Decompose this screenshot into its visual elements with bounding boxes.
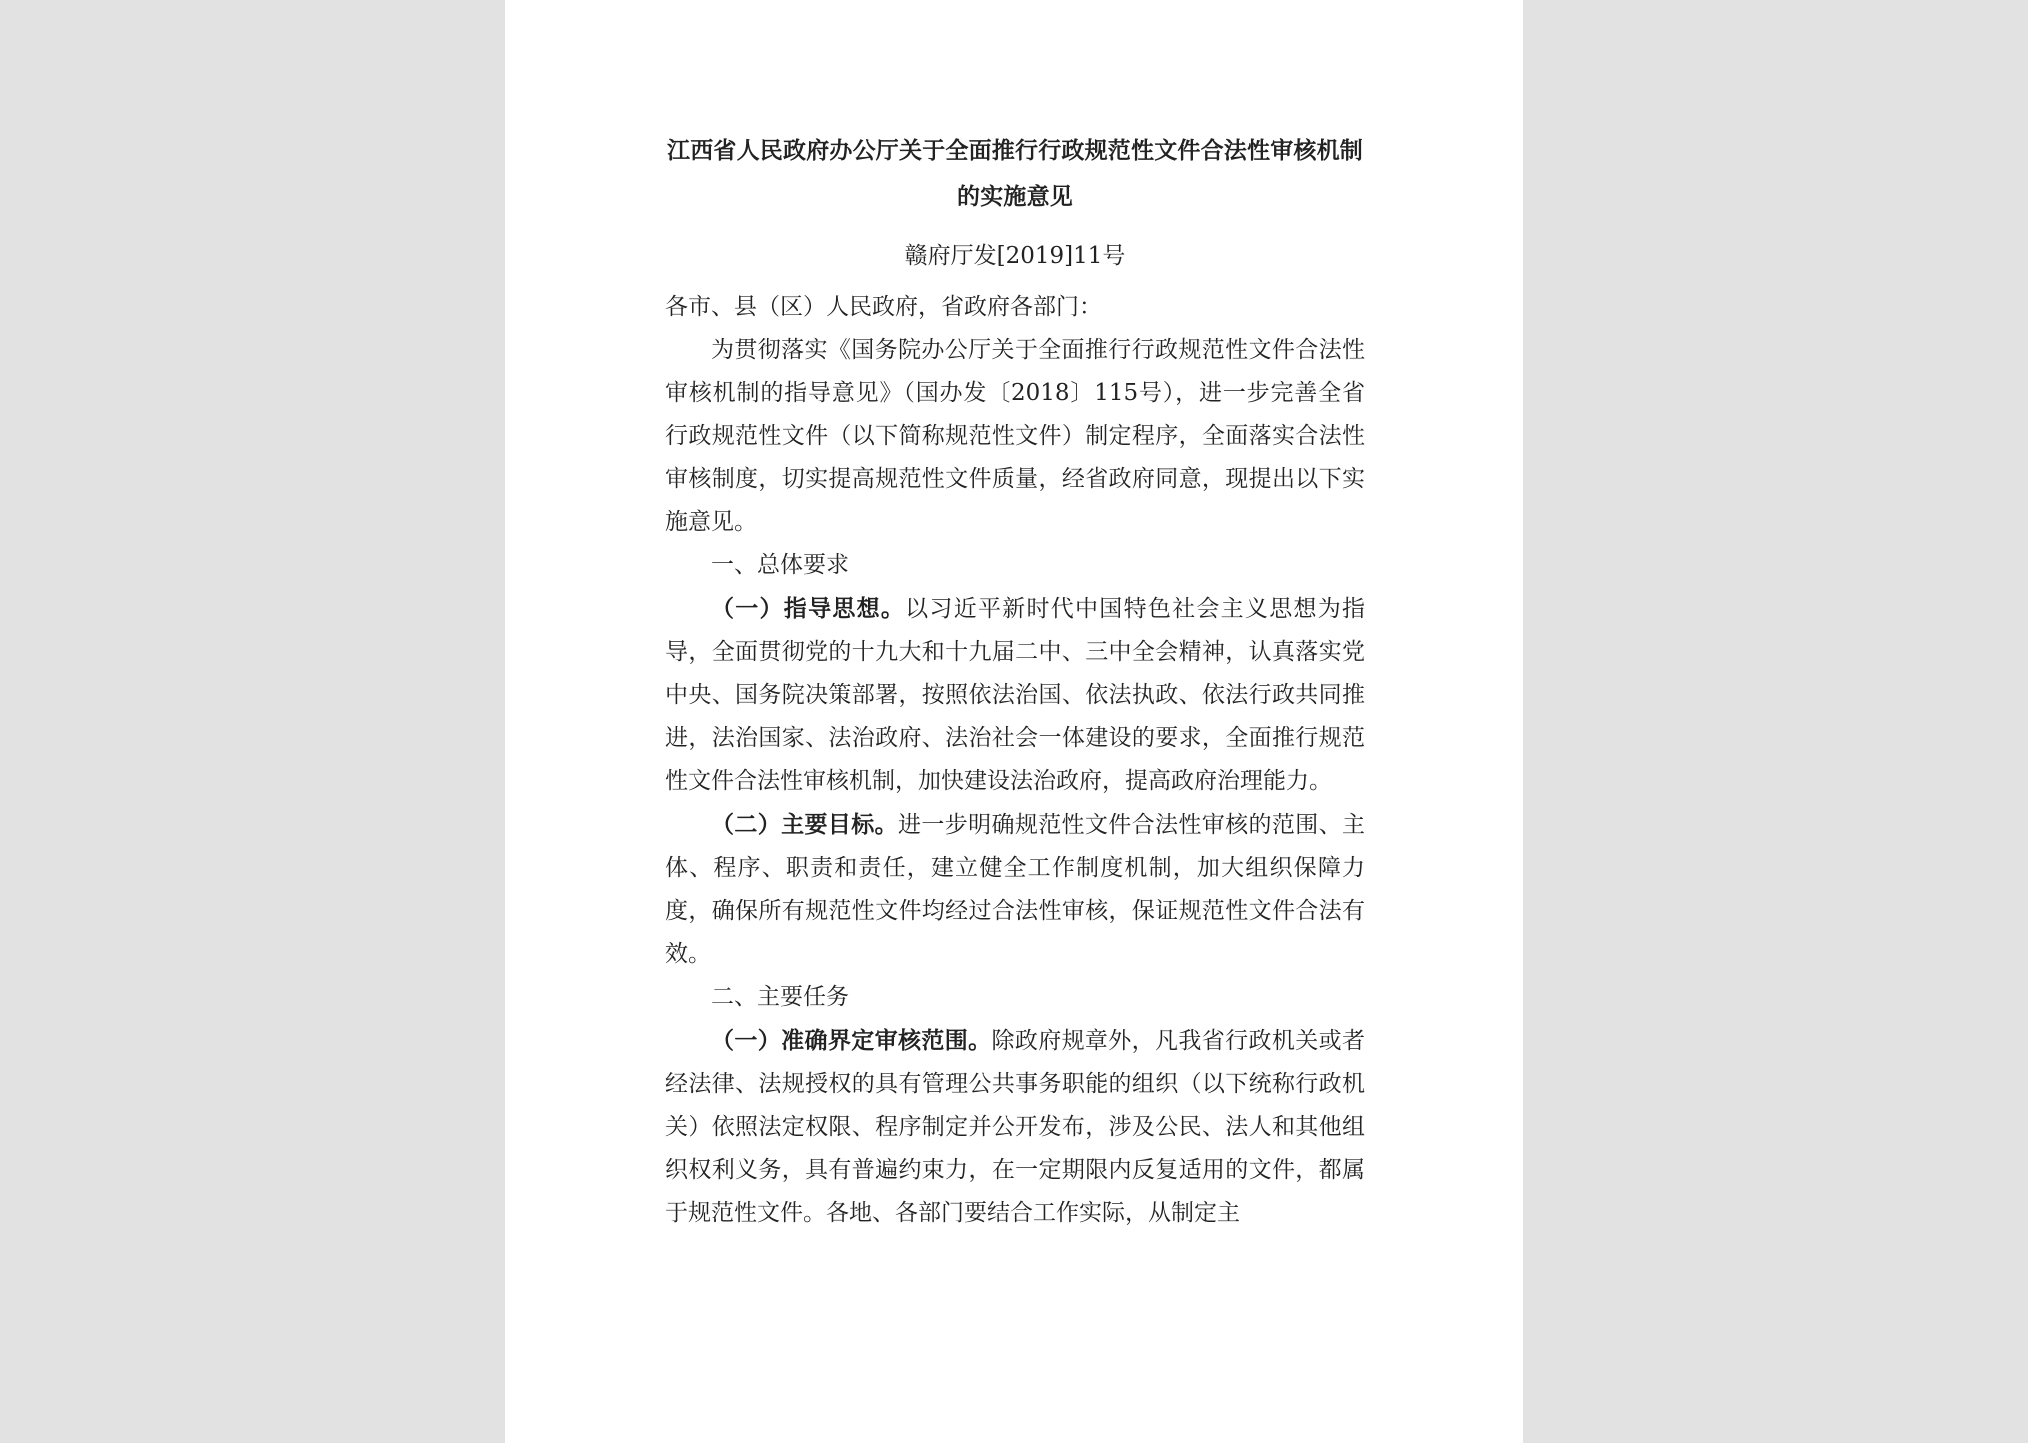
section1-item2-text: 进一步明确规范性文件合法性审核的范围、主体、程序、职责和责任，建立健全工作制度机制，加大组织保障力度，确保所有规范性文件均经过合法性审核，保证规范性文件合法有效。 bbox=[665, 812, 1366, 967]
section2-item1-paragraph bbox=[665, 1019, 1365, 1235]
section1-item1-paragraph bbox=[665, 587, 1365, 803]
section1-item2-label: （二）主要目标。 bbox=[711, 811, 898, 838]
document-title: 江西省人民政府办公厅关于全面推行行政规范性文件合法性审核机制的实施意见 bbox=[667, 137, 1363, 210]
document-content bbox=[665, 128, 1365, 1235]
document-page bbox=[505, 0, 1523, 1443]
section-heading-1: 一、总体要求 bbox=[711, 552, 849, 578]
section1-item2-paragraph bbox=[665, 803, 1365, 976]
section1-item1-label: （一）指导思想。 bbox=[711, 595, 906, 622]
intro-paragraph: 为贯彻落实《国务院办公厅关于全面推行行政规范性文件合法性审核机制的指导意见》（国办发〔2018〕115号），进一步完善全省行政规范性文件（以下简称规范性文件）制定程序，全面落实合法性审核制度，切实提高规范性文件质量，经省政府同意，现提出以下实施意见。 bbox=[665, 337, 1365, 535]
salutation: 各市、县（区）人民政府，省政府各部门： bbox=[665, 294, 1102, 320]
section2-item1-label: （一）准确界定审核范围。 bbox=[711, 1027, 992, 1054]
section-heading-2: 二、主要任务 bbox=[711, 984, 849, 1010]
section1-item1-text: 以习近平新时代中国特色社会主义思想为指导，全面贯彻党的十九大和十九届二中、三中全会精神，认真落实党中央、国务院决策部署，按照依法治国、依法执政、依法行政共同推进，法治国家、法治政府、法治社会一体建设的要求，全面推行规范性文件合法性审核机制，加快建设法治政府，提高政府治理能力。 bbox=[665, 596, 1366, 794]
document-number: 赣府厅发[2019]11号 bbox=[904, 243, 1126, 269]
section2-item1-text: 除政府规章外，凡我省行政机关或者经法律、法规授权的具有管理公共事务职能的组织（以下统称行政机关）依照法定权限、程序制定并公开发布，涉及公民、法人和其他组织权利义务，具有普遍约束力，在一定期限内反复适用的文件，都属于规范性文件。各地、各部门要结合工作实际，从制定主 bbox=[665, 1028, 1366, 1226]
